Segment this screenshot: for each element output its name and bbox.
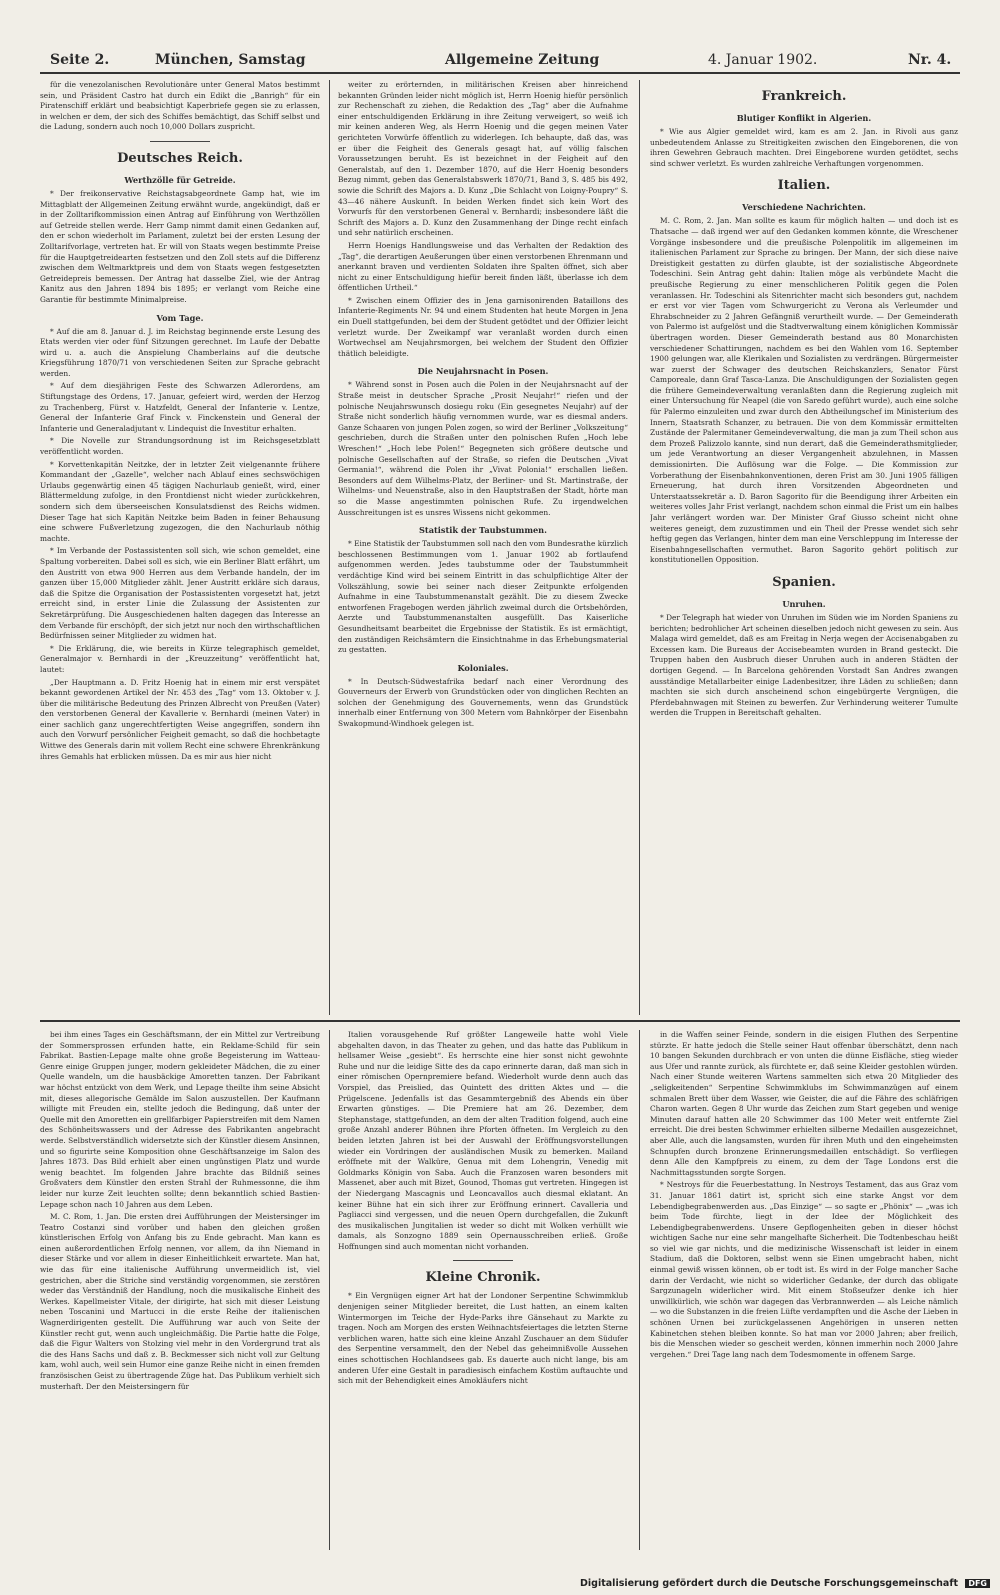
subheading: Verschiedene Nachrichten. [742,202,866,213]
credit-text: Digitalisierung gefördert durch die Deutsche Forschungsgemeinschaft [580,1578,959,1589]
column-lower-left [40,1030,320,1550]
article-text: * Auf die am 8. Januar d. J. im Reichstag beginnende erste Lesung des Etats werden vier oder fünf Sitzungen gerechnet. Im Laufe der Debatte wird u. a. auch die Anspielung Chamberlains auf die deutsche Kriegsführung 1870/71 von verschiedenen Seiten zur Sprache gebracht werden. [40,326,320,378]
article-text: weiter zu erörternden, in militärischen Kreisen aber hinreichend bekannten Gründen leider nicht möglich ist, Herrn Hoenig hiefür persönlich zur Rechenschaft zu ziehen, die Redaktion des „Tag“ aber die Aufnahme einer entschuldigenden Erklärung in ihre Zeitung verweigert, so weiß ich mir keinen anderen Weg, als Herrn Hoenig und die gegen meinen Vater gerichteten Vorwürfe öffentlich zu widerlegen. Ich behaupte, daß das, was er über die Feigheit des Generals gesagt hat, auf völlig falschen Voraussetzungen beruht. Es ist bezeichnet in der Feigheit auf den Generalstab, auf den 1. Dezember 1870, auf die Herr Hoenig besonders Bezug nimmt, geben das Generalstabswerk 1870/71, Band 3, S. 485 bis 492, sowie die Schrift des Majors a. D. Kunz „Die Schlacht von Loigny-Poupry“ S. 43—46 nähere Auskunft. In beiden Werken findet sich kein Wort des Vorwurfs für den verstorbenen General v. Bernhardi; insbesondere läßt die Schrift des Majors a. D. Kunz den Zusammenhang der Dinge recht einfach und sehr natürlich erscheinen. [338,80,628,238]
column-upper-right [650,80,958,1015]
article-text: * Die Erklärung, die, wie bereits in Kürze telegraphisch gemeldet, Generalmajor v. Bernhardi in der „Kreuzzeitung“ veröffentlicht hat, lautet: [40,643,320,674]
place-day: München, Samstag [155,52,306,68]
subheading: Werthzölle für Getreide. [124,174,236,185]
article-text: * Nestroys für die Feuerbestattung. In Nestroys Testament, das aus Graz vom 31. Januar 1861 datirt ist, spricht sich eine starke Angst vor dem Lebendigbegrabenwerden aus. „Das Einzige“ — so sagte er „Phönix“ — „was ich beim Tode fürchte, liegt in der Idee der Möglichkeit des Lebendigbegrabenwerdens. Unsere Gepflogenheiten geben in dieser höchst wichtigen Sache nur eine sehr mangelhafte Sicherheit. Die Todtenbeschau heißt so viel wie gar nichts, und die medizinische Wissenschaft ist leider in einem Stadium, daß die Doktoren, selbst wenn sie Einen umgebracht haben, nicht einmal gewiß wissen können, ob er todt ist. Es wird in der Folge mancher Sache darin der Verdacht, wie nicht so widerlicher Gedanke, der durch das obligate Sargzunageln widerlicher wird. Mit einem Stoßseufzer denke ich hier unwillkürlich, wie schön war dagegen das Verbrannwerden — als Leiche nämlich — wo die Substanzen in die freien Lüfte verdampften und die Asche der Lieben in schönen Urnen bei zurückgelassenen Angehörigen in unseren netten Kabinetchen stehen bleiben konnte. So hat man vor 2000 Jahren; aber freilich, bis die Menschen wieder so gescheit werden, können immerhin noch 2000 Jahre vergehen.“ Drei Tage lang nach dem Todesmomente in offenem Sarge. [650,1180,958,1359]
article-text: * Korvettenkapitän Neitzke, der in letzter Zeit vielgenannte frühere Kommandant der „Gazelle“, welcher nach Ablauf eines sechswöchigen Urlaubs gegenwärtig einen 45 tägigen Nachurlaub genießt, wird, einer Blättermeldung zufolge, in den Frontdienst nicht wieder zurückkehren, sondern sich dem überseeischen Konsulatsdienst des Reichs widmen. Dieser Tage hat sich Kapitän Neitzke beim Baden in feiner Behausung eine schwere Fußverletzung zugezogen, die den Nachurlaub nöthig machte. [40,459,320,543]
section-heading: Spanien. [772,574,836,590]
column-rule [329,1030,330,1550]
article-text: * Der freikonservative Reichstagsabgeordnete Gamp hat, wie im Mittagblatt der Allgemeinen Zeitung erwähnt wurde, angekündigt, daß er in der Zolltarifkommission einen Antrag auf Einführung von Werthzöllen auf Getreide stellen werde. Herr Gamp nimmt damit einen Gedanken auf, den er schon wiederholt im Parlament, zuletzt bei der ersten Lesung der Zolltarifvorlage, vertreten hat. Er will von Staats wegen bestimmte Preise für die Hauptgetreidearten festsetzen und den Zoll stets auf die Differenz zwischen dem Weltmarktpreis und dem von Staats wegen festgesetzten Getreidepreis bemessen. Der Antrag hat dasselbe Ziel, wie der Antrag Kanitz aus den Jahren 1894 bis 1895; er verlangt vom Reiche eine Garantie für bestimmte Minimalpreise. [40,188,320,304]
section-heading: Kleine Chronik. [425,1270,541,1286]
article-text: * Die Novelle zur Strandungsordnung ist im Reichsgesetzblatt veröffentlicht worden. [40,436,320,457]
dfg-logo: DFG [965,1579,990,1588]
divider [150,141,210,142]
article-text: * In Deutsch-Südwestafrika bedarf nach einer Verordnung des Gouverneurs der Erwerb von Grundstücken oder von dinglichen Rechten an solchen der Genehmigung des Gouvernements, wenn das Grundstück innerhalb einer Entfernung von 300 Metern vom Bahnkörper der Eisenbahn Swakopmund-Windhoek gelegen ist. [338,676,628,729]
column-upper-middle [338,80,628,1015]
article-text: für die venezolanischen Revolutionäre unter General Matos bestimmt sein, und Präsident Castro hat durch ein Edikt die „Banrigh“ für ein Piratenschiff erklärt und beabsichtigt Kaperbriefe gegen sie zu erlassen, in welchen er dem, der sich des Schiffes bemächtigt, das Schiff selbst und die Ladung, sondern auch noch 10,000 Dollars zuspricht. [40,80,320,132]
article-text: * Im Verbande der Postassistenten soll sich, wie schon gemeldet, eine Spaltung vorbereiten. Dabei soll es sich, wie ein Berliner Blatt erfährt, um den Austritt von etwa 900 Herren aus dem Verbande handeln, der im ganzen über 15,000 Mitglieder zählt. Jener Austritt erkläre sich daraus, daß die Spitze die Organisation der Postassistenten vorgesetzt hat, jetzt erreicht sind, in erster Linie die Zulassung der Assistenten zur Sekretärprüfung. Die Ausgeschiedenen halten dagegen das Interesse an dem Verbande für erschöpft, der sich jetzt nur noch den wirthschaftlichen Bedürfnissen seiner Mitglieder zu widmen hat. [40,546,320,641]
section-heading: Frankreich. [761,89,847,104]
article-text: * Ein Vergnügen eigner Art hat der Londoner Serpentine Schwimmklub denjenigen seiner Mitglieder bereitet, die Lust hatten, an einem kalten Wintermorgen im Teiche der Hyde-Parks ihre Gänsehaut zu Markte zu tragen. Noch am Morgen des ersten Weihnachtsfeiertages die letzten Sterne verblichen waren, hatte sich eine kleine Anzahl Zuschauer an dem Südufer des Serpentine versammelt, den der Nebel das geheimnißvolle Aussehen eines schottischen Hochlandsees gab. Es dauerte auch nicht lange, bis am anderen Ufer eine Gestalt in paradiesisch einfachem Kostüm auftauchte und sich mit der Behendigkeit eines Amokläufers nicht [338,1291,628,1386]
article-text: Herrn Hoenigs Handlungsweise und das Verhalten der Redaktion des „Tag“, die derartigen Aeußerungen über einen verstorbenen Ehrenmann und anerkannt braven und verdienten Soldaten ihre Spalten öffnet, sich aber nicht zu einer Entschuldigung hiefür bereit finden läßt, überlasse ich dem öffentlichen Urtheil.“ [338,240,628,293]
feuilleton-rule [40,1020,960,1022]
article-text: * Der Telegraph hat wieder von Unruhen im Süden wie im Norden Spaniens zu berichten; bedrohlicher Art scheinen dieselben jedoch nicht gewesen zu sein. Aus Malaga wird gemeldet, daß es am Freitag in Nerja wegen der Accisenabgaben zu Excessen kam. Die Bureaus der Accisebeamten wurden in Brand gesteckt. Die Truppen haben den Ausbruch dieser Unruhen auch in anderen Städten der dortigen Gegend. — In Barcelona gehörenden Vorstadt San Andres zwangen ausständige Metallarbeiter einige Ladenbesitzer, ihre Läden zu schließen; dann machten sie sich durch anscheinend schon eingebürgerte Vergnügen, die Pferdebahnwagen mit Steinen zu bewerfen. Zur Verhinderung weiterer Tumulte werden die Truppen in Bereitschaft gehalten. [650,612,958,718]
subheading: Statistik der Taubstummen. [419,525,547,536]
subheading: Blutiger Konflikt in Algerien. [736,113,872,123]
article-text: * Eine Statistik der Taubstummen soll nach den vom Bundesrathe kürzlich beschlossenen Bestimmungen vom 1. Januar 1902 ab fortlaufend aufgenommen werden. Jedes taubstumme oder der Taubstummheit verdächtige Kind wird bei seinem Eintritt in das schulpflichtige Alter der Volkszählung, sowie bei seiner nach dieser Zeitpunkte erfolgenden Aufnahme in eine Taubstummenanstalt gezählt. Die zu diesem Zwecke entworfenen Fragebogen werden jährlich zweimal durch die Ortsbehörden, Aerzte und Taubstummenanstalten ausgefüllt. Das Kaiserliche Gesundheitsamt bearbeitet die Ergebnisse der Statistik. Es ist ermächtigt, den zuständigen Reichsämtern die Einsichtnahme in das Erhebungsmaterial zu gestatten. [338,539,628,655]
article-text: „Der Hauptmann a. D. Fritz Hoenig hat in einem mir erst verspätet bekannt gewordenen Artikel der Nr. 453 des „Tag“ vom 13. Oktober v. J. über die militärische Bedeutung des Prinzen Albrecht von Preußen (Vater) den verstorbenen General der Kavallerie v. Bernhardi (meinen Vater) in einer sachlich ganz ungerechtfertigten Weise angegriffen, sondern ihn auch den Vorwurf persönlicher Feigheit gemacht, so daß die hochbetagte Wittwe des Generals darin mit vollem Recht eine schwere Ehrenkränkung ihres Gemahls hat erblicken müssen. Da es mir aus hier nicht [40,677,320,761]
section-heading: Italien. [777,178,831,194]
column-lower-middle [338,1030,628,1550]
subheading: Vom Tage. [156,312,204,323]
running-head [40,50,960,74]
column-rule [639,1030,640,1550]
article-text: M. C. Rom, 2. Jan. Man sollte es kaum für möglich halten — und doch ist es Thatsache — daß irgend wer auf den Gedanken kommen könnte, die Wreschener Vorgänge insbesondere und die preußische Polenpolitik im allgemeinen im italienischen Parlament zur Sprache zu bringen. Der Mann, der sich diese naive Dreistigkeit gestatten zu dürfen glaubte, ist der sozialistische Abgeordnete Todeschini. Sein Antrag geht dahin: Italien möge als verbündete Macht die preußische Regierung zu einer menschlicheren Politik gegen die Polen veranlassen. Hr. Todeschini als Sitenrichter macht sich besonders gut, nachdem er erst vor vier Tagen vom Schwurgericht zu Verona als Verleumder und Ehrabschneider zu 2 Jahren Gefängniß verurtheilt wurde. — Der Gemeinderath von Palermo ist aufgelöst und die Stadtverwaltung einem königlichen Kommissär übertragen worden. Dieser Gemeinderath bestand aus 80 Monarchisten verschiedener Schattirungen, nachdem es bei den Wahlen vom 16. September 1900 gelungen war, alle Klerikalen und Sozialisten zu verdrängen. Bürgermeister war zuerst der Schwager des deutschen Reichskanzlers, Senator Fürst Camporeale, dann Graf Tasca-Lanza. Die Anschuldigungen der Sozialisten gegen die frühere Gemeindeverwaltung veranlaßten dann die Regierung zugleich mit einer Untersuchung für Neapel (die von Saredo geführt wurde), auch eine solche für Palermo einzuleiten und zwar durch den Abtheilungschef im Ministerium des Innern, Staatsrath Schanzer, zu betrauen. Die von dem Kommissär ermittelten Zustände der Palermitaner Gemeindeverwaltung, die man ja zum Theil schon aus dem Prozeß Palizzolo kannte, sind nun derart, daß die Gemeinderathsmitglieder, um jede Verantwortung an dieser Vergangenheit abzulehnen, in Massen demissionirten. Die Auflösung war die Folge. — Die Kommission zur Vorberathung der Eisenbahnkonventionen, deren Frist am 30. Juni 1905 fälligen Erneuerung, hat durch ihren Vorsitzenden Abgeordneten und Unterstaatssekretär a. D. Baron Sagorito für die Beendigung ihrer Arbeiten ein weiteres volles Jahr Frist verlangt, nachdem schon einmal die Frist um ein halbes Jahr verlängert worden war. Der Minister Graf Giusso scheint nicht ohne weiteres geneigt, dem zuzustimmen und ein Theil der Presse wendet sich sehr heftig gegen das Verlangen, hinter dem man eine Verschleppung im Interesse der Eisenbahngesellschaften vermuthet. Baron Sagorito gehört politisch zur konstitutionellen Opposition. [650,216,958,565]
article-text: * Während sonst in Posen auch die Polen in der Neujahrsnacht auf der Straße meist in deutscher Sprache „Prosit Neujahr!“ riefen und der polnische Neujahrswunsch dosiegu roku (Ein gesegnetes Neujahr) auf der Straße nicht sonderlich häufig vernommen wurde, war es diesmal anders. Ganze Schaaren von jungen Polen zogen, so wird der Berliner „Volkszeitung“ geschrieben, durch die Straßen unter den polnischen Rufen „Hoch lebe Wreschen!“ „Hoch lebe Polen!“ Begegneten sich größere deutsche und polnische Gesellschaften auf der Straße, so riefen die Deutschen „Vivat Germania!“, während die Polen ihr „Vivat Polonia!“ erschallen ließen. Besonders auf dem Wilhelms-Platz, der Berliner- und St. Martinstraße, der Wilhelms- und Neuenstraße, also in den Hauptstraßen der Stadt, hörte man so die Masse angestimmten polnischen Rufe. Zu irgendwelchen Ausschreitungen ist es unsres Wissens nicht gekommen. [338,380,628,517]
newspaper-page [40,50,960,1570]
article-text: * Zwischen einem Offizier des in Jena garnisonirenden Bataillons des Infanterie-Regiments Nr. 94 und einem Studenten hat heute Morgen in Jena ein Duell stattgefunden, bei dem der Student getödtet und der Offizier leicht verletzt wurde. Der Zweikampf war veranlaßt worden durch einen Wortwechsel am Neujahrsmorgen, bei welchem der Student den Offizier thätlich beleidigte. [338,295,628,358]
subheading: Die Neujahrsnacht in Posen. [417,366,549,377]
column-rule [329,80,330,1015]
digitization-credit [580,1578,990,1589]
article-text: * Wie aus Algier gemeldet wird, kam es am 2. Jan. in Rivoli aus ganz unbedeutendem Anlasse zu Streitigkeiten zwischen den Eingeborenen, die von ihren Gewehren Gebrauch machten. Drei Eingeborene wurden getödtet, sechs sind schwer verletzt. Es wurden zahlreiche Verhaftungen vorgenommen. [650,127,958,168]
newspaper-title: Allgemeine Zeitung [445,52,600,68]
section-heading: Deutsches Reich. [117,150,243,166]
article-text: in die Waffen seiner Feinde, sondern in die eisigen Fluthen des Serpentine stürzte. Er hatte jedoch die Stelle seiner Haut offenbar überschätzt, denn nach 10 bangen Sekunden durchbrach er von unten die dünne Eisfläche, stieg wieder aus Ufer und rannte zurück, als fürchtete er, daß seine Kleider gestohlen würden. Nach einer Stunde weiteren Wartens sammelten sich etwa 20 Mitglieder des „seligkeitenden“ Serpentine Schwimmklubs im Schwimmanzügen auf einem schmalen Brett über dem Wasser, wie Geister, die auf die Fähre des schläfrigen Charon warten. Gegen 8 Uhr wurde das Zeichen zum Start gegeben und wenige Minuten darauf hatten alle 20 Schwimmer das 100 Meter weit entfernte Ziel erreicht. Die drei besten Schwimmer erhielten silberne Medaillen ausgezeichnet, aber Alle, auch die langsamsten, wurden für ihren Muth und den eingeheimsten Schnupfen durch bronzene Erinnerungsmedaillen entschädigt. So verfliegen denn Alle den Kampfpreis zu einem, zu dem der Tage Londons erst die Nachmittagsstunden sorgte Sorgen. [650,1030,958,1177]
column-upper-left [40,80,320,1015]
column-lower-right [650,1030,958,1550]
subheading: Koloniales. [457,662,509,673]
page-number: Seite 2. [50,52,110,68]
issue-number: Nr. 4. [908,52,952,68]
issue-date: 4. Januar 1902. [708,52,818,68]
article-text: bei ihm eines Tages ein Geschäftsmann, der ein Mittel zur Vertreibung der Sommersprossen erfunden hatte, ein Reklame-Schild für sein Fabrikat. Bastien-Lepage malte ohne große Begeisterung im Watteau-Genre einige Gruppen junger, modern gekleideter Mädchen, die zu einer Quelle wandeln, um die hausbäckige Amoretten tanzen. Der Fabrikant war höchst entzückt von dem Werk, und Lepage theilte ihm seine Absicht mit, dieses allegorische Gemälde im Salon auszustellen. Der Kaufmann willigte mit Freuden ein, stellte jedoch die Bedingung, daß unter der Quelle mit den Amoretten ein grellfarbiger Papierstreifen mit dem Namen des Schönheitswassers und der Adresse des Fabrikanten angebracht werde. Selbstverständlich widersetzte sich der Künstler diesem Ansinnen, und so figurirte seine Komposition ohne Geschäftsanzeige im Salon des Jahres 1873. Das Bild erhielt aber einen ungünstigen Platz und wurde wenig beachtet. Im folgenden Jahre brachte das Bildniß seines Großvaters dem Künstler den ersten Strahl der Ruhmessonne, die ihm leider nur kurze Zeit leuchten sollte; denn bekanntlich schied Bastien-Lepage schon nach 10 Jahren aus dem Leben. [40,1030,320,1209]
subheading: Unruhen. [782,598,826,609]
column-rule [639,80,640,1015]
article-text: * Auf dem diesjährigen Feste des Schwarzen Adlerordens, am Stiftungstage des Ordens, 17. Januar, gefeiert wird, werden der Herzog zu Trachenberg, Fürst v. Hatzfeldt, General der Infanterie v. Lentze, General der Infanterie Graf Finck v. Finckenstein und General der Infanterie und Generaladjutant v. Lindequist die Investitur erhalten. [40,381,320,433]
article-text: Italien vorausgehende Ruf größter Langeweile hatte wohl Viele abgehalten davon, in das Theater zu gehen, und das hatte das Publikum in hellsamer Weise „gesiebt“. Es herrschte eine hier sonst nicht gewohnte Ruhe und nur die leidige Sitte des da capo erinnerte daran, daß man sich in einer römischen Opernpremiere befand. Wiederholt wurde denn auch das Vorspiel, das Preislied, das Quintett des dritten Aktes und — die Prügelscene. Jedenfalls ist das Gesammtergebniß des Abends ein über Erwarten günstiges. — Die Premiere hat am 26. Dezember, dem Stephanstage, stattgefunden, an dem der alten Tradition folgend, auch eine große Anzahl anderer Bühnen ihre Pforten öffneten. Im Vergleich zu den beiden letzten Jahren ist bei der Auswahl der Eröffnungsvorstellungen wieder ein Vordringen der ausländischen Musik zu bemerken. Mailand eröffnete mit der Walküre, Genua mit dem Lohengrin, Venedig mit Goldmarks Königin von Saba. Auch die Franzosen waren besonders mit Massenet, aber auch mit Bizet, Gounod, Thomas gut vertreten. Hingegen ist der Niedergang Mascagnis und Leoncavallos auch diesmal eklatant. An keiner Bühne hat ein sich ihrer zur Eröffnung erinnert. Cavalleria und Pagliacci sind vergessen, und die neuen Opern durchgefallen, die Zukunft des musikalischen Jungitalien ist weder so dicht mit Wolken verhüllt wie damals, als Sonzogno 1889 sein Opernausschreiben erließ. Große Hoffnungen sind auch momentan nicht vorhanden. [338,1030,628,1251]
divider [453,1260,513,1261]
article-text: M. C. Rom, 1. Jan. Die ersten drei Aufführungen der Meistersinger im Teatro Costanzi sind vorüber und haben den gleichen großen künstlerischen Erfolg von Anfang bis zu Ende gebracht. Man kann es einen außerordentlichen Erfolg nennen, vor allem, da ihn Niemand in dieser Stärke und vor allem in dieser Einheitlichkeit erwartete. Man hat, wie das für eine italienische Aufführung unvermeidlich ist, viel gestrichen, aber die Striche sind verständig vorgenommen, sie zerstören weder das Verständniß der Handlung, noch die musikalische Einheit des Werkes. Kapellmeister Vitale, der dirigirte, hat sich mit dieser Leistung neben Toscanini und Martucci in die erste Reihe der italienischen Wagnerdirigenten gestellt. Die Aufführung war auch von Seite der Künstler recht gut, wenn auch ungleichmäßig. Die Partie hatte die Folge, daß die Figur Walters von Stolzing viel mehr in den Vordergrund trat als die des Hans Sachs und daß z. B. Beckmesser sich nicht voll zur Geltung kam, wohl auch, weil sein Humor eine ganze Reihe nicht in einen fremden französischen Geist zu übertragende Züge hat. Das Publikum verhielt sich musterhaft. Der den Meistersingern für [40,1212,320,1391]
